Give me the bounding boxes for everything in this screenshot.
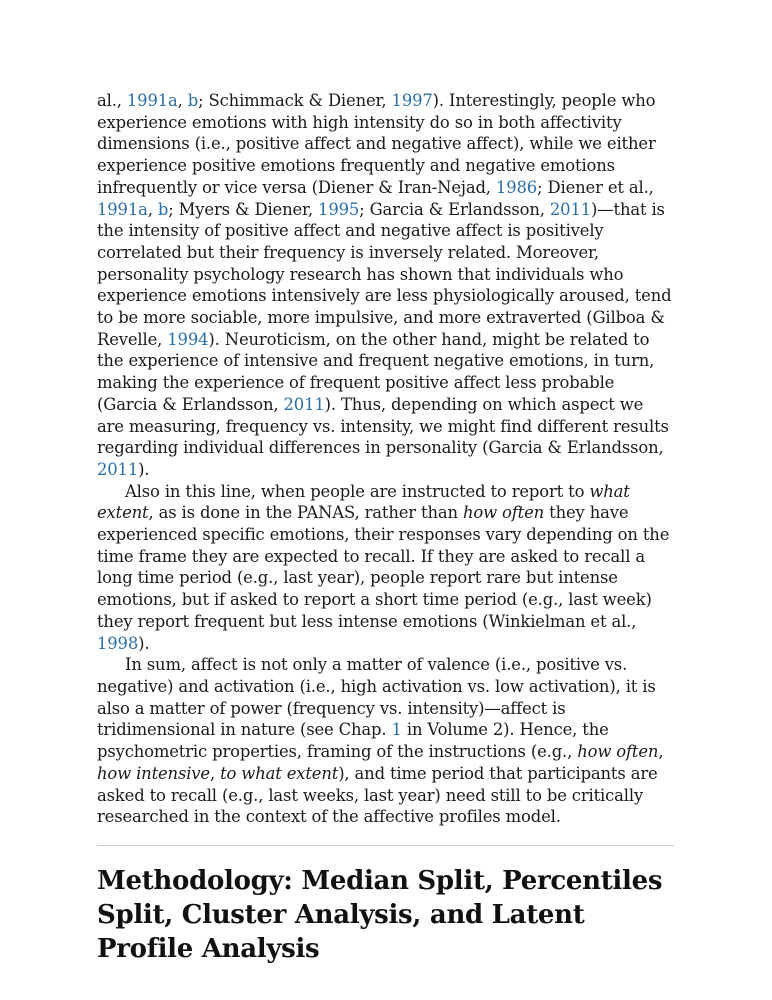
emphasized-text: what extent (97, 481, 630, 523)
citation-link[interactable]: 1998 (97, 633, 139, 653)
citation-link[interactable]: 1986 (495, 177, 538, 197)
citation-link[interactable]: 1991a (126, 91, 178, 110)
text-run: ), and time period that participants are asked to recall (e.g., last weeks, last year) need still to be critically researched in the context of the affective profiles model. (97, 763, 658, 827)
section-heading: Methodology: Median Split, Percentiles Split, Cluster Analysis, and Latent Profile Analysis (97, 865, 663, 964)
paragraph-1 (97, 90, 674, 481)
text-run: ). (138, 459, 150, 479)
emphasized-text: how often (462, 503, 545, 523)
text-run: , (177, 91, 188, 110)
text-run: ; Garcia & Erlandsson, (359, 199, 550, 219)
text-run: ; Schimmack & Diener, (198, 91, 392, 110)
text-run: , (209, 763, 221, 783)
citation-link[interactable]: 2011 (549, 199, 592, 219)
text-run: ; Diener et al., (537, 177, 654, 197)
emphasized-text: how intensive (97, 763, 210, 783)
text-run: Also in this line, when people are instructed to report to (125, 481, 590, 501)
paragraph-3 (97, 654, 674, 828)
text-run: ; Myers & Diener, (168, 199, 319, 219)
emphasized-text: how often (577, 742, 659, 762)
citation-link[interactable]: 1995 (318, 199, 360, 219)
citation-link[interactable]: 2011 (283, 394, 325, 414)
citation-link[interactable]: 2011 (97, 459, 139, 479)
text-run: , (658, 742, 664, 762)
text-run: )—that is the intensity of positive affect and negative affect is positively correlated but their frequency is inversely related. Moreover, personality psychology research has shown that individuals who experience emotions intensively are less physiologically aroused, tend to be more sociable, more impulsive, and more extraverted (Gilboa & Revelle, (97, 199, 672, 349)
text-run: , (147, 199, 158, 219)
section-divider (97, 845, 674, 846)
text-run: ). Neuroticism, on the other hand, might be related to the experience of intensive and frequent negative emotions, in turn, making the experience of frequent positive affect less probable (Garcia & Erlandsson, (97, 329, 655, 414)
text-run: they have experienced specific emotions, their responses vary depending on the time frame they are expected to recall. If they are asked to recall a long time period (e.g., last year), people report rare but intense emotions, but if asked to report a short time period (e.g., last week) they report frequent but less intense emotions (Winkielman et al., (97, 503, 670, 631)
text-run: ). (138, 633, 150, 653)
citation-link[interactable]: 1991a (97, 199, 148, 219)
body-text (97, 90, 674, 828)
citation-link[interactable]: b (187, 91, 199, 110)
text-run: , as is done in the PANAS, rather than (148, 503, 463, 523)
text-run: in Volume 2). Hence, the psychometric properties, framing of the instructions (e.g., (97, 720, 609, 762)
citation-link[interactable]: b (157, 199, 169, 219)
emphasized-text: to what extent (220, 763, 339, 783)
text-run: ). Interestingly, people who experience emotions with high intensity do so in both affectivity dimensions (i.e., positive affect and negative affect), while we either experience positive emotions frequently and negative emotions infrequently or vice versa (Diener & Iran-Nejad, (97, 91, 656, 197)
citation-link[interactable]: 1997 (391, 91, 433, 110)
citation-link[interactable]: 1 (391, 720, 402, 740)
text-run: ). Thus, depending on which aspect we are measuring, frequency vs. intensity, we might find different results regarding individual differences in personality (Garcia & Erlandsson, (97, 394, 669, 458)
paragraph-2 (97, 481, 674, 655)
text-run: In sum, affect is not only a matter of valence (i.e., positive vs. negative) and activation (i.e., high activation vs. low activation), it is also a matter of power (frequency vs. intensity)—affect is tridimensional in nature (see Chap. (97, 655, 656, 740)
citation-link[interactable]: 1994 (167, 329, 209, 349)
text-run: al., (97, 91, 127, 110)
